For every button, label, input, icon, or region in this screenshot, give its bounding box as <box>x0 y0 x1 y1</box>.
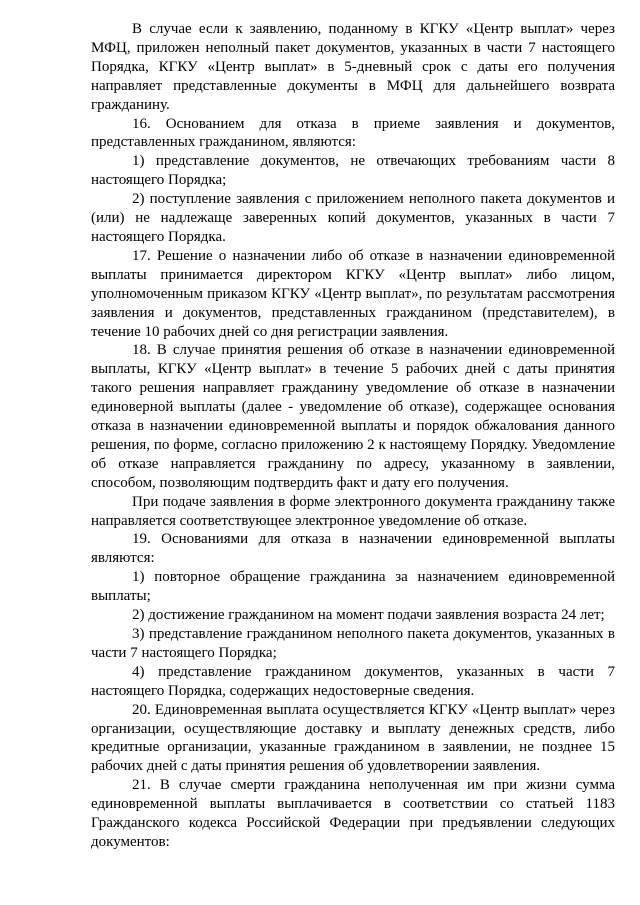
paragraph-electronic-notice: При подаче заявления в форме электронного документа гражданину также направляется соответствующее электронное уведомление об отказе. <box>91 493 615 529</box>
paragraph-19-item-2: 2) достижение гражданином на момент подачи заявления возраста 24 лет; <box>132 607 605 624</box>
paragraph-20-payment-delivery: 20. Единовременная выплата осуществляется КГКУ «Центр выплат» через организации, осуществляющие доставку и выплату денежных средств, либо кредитные организации, указанные гражданином в заявлении, не позднее 15 рабочих дней с даты принятия решения об удовлетворении заявления. <box>91 701 615 775</box>
paragraph-16-item-2: 2) поступление заявления с приложением неполного пакета документов и (или) не надлежаще заверенных копий документов, указанных в части 7 настоящего Порядка. <box>91 191 615 245</box>
paragraph-18-refusal-notice: 18. В случае принятия решения об отказе в назначении единовременной выплаты, КГКУ «Центр выплат» в течение 5 рабочих дней с даты принятия такого решения направляет гражданину уведомление об отказе в назначении единоверной выплаты (далее - уведомление об отказе), содержащее основания отказа в назначении единовременной выплаты и порядок обжалования данного решения, по форме, согласно приложению 2 к настоящему Порядку. Уведомление об отказе направляется гражданину по адресу, указанному в заявлении, способом, позволяющим подтвердить факт и дату его получения. <box>91 342 615 491</box>
paragraph-21-death-case: 21. В случае смерти гражданина неполученная им при жизни сумма единовременной выплаты выплачивается в соответствии со статьей 1183 Гражданского кодекса Российской Федерации при предъявлении следующих документов: <box>91 777 615 850</box>
paragraph-17-decision: 17. Решение о назначении либо об отказе в назначении единовременной выплаты принимается директором КГКУ «Центр выплат» либо лицом, уполномоченным приказом КГКУ «Центр выплат», по результатам рассмотрения заявления и документов, представленных гражданином (представителем), в течение 10 рабочих дней со дня регистрации заявления. <box>91 247 615 340</box>
paragraph-16-grounds-refusal-acceptance: 16. Основанием для отказа в приеме заявления и документов, представленных гражданином, являются: <box>91 115 615 151</box>
paragraph-19-item-1: 1) повторное обращение гражданина за назначением единовременной выплаты; <box>91 569 615 605</box>
paragraph-16-item-1: 1) представление документов, не отвечающих требованиям части 8 настоящего Порядка; <box>91 153 615 189</box>
paragraph-19-item-3: 3) представление гражданином неполного пакета документов, указанных в части 7 настоящего Порядка; <box>91 626 615 661</box>
paragraph-19-grounds-refusal-payment: 19. Основаниями для отказа в назначении единовременной выплаты являются: <box>91 531 615 567</box>
paragraph-mfc-incomplete-package: В случае если к заявлению, поданному в КГКУ «Центр выплат» через МФЦ, приложен неполный пакет документов, указанных в части 7 настоящего Порядка, КГКУ «Центр выплат» в 5-дневный срок с даты его получения направляет представленные документы в МФЦ для дальнейшего возврата гражданину. <box>91 21 615 113</box>
paragraph-19-item-4: 4) представление гражданином документов, указанных в части 7 настоящего Порядка, содержащих недостоверные сведения. <box>91 663 615 699</box>
